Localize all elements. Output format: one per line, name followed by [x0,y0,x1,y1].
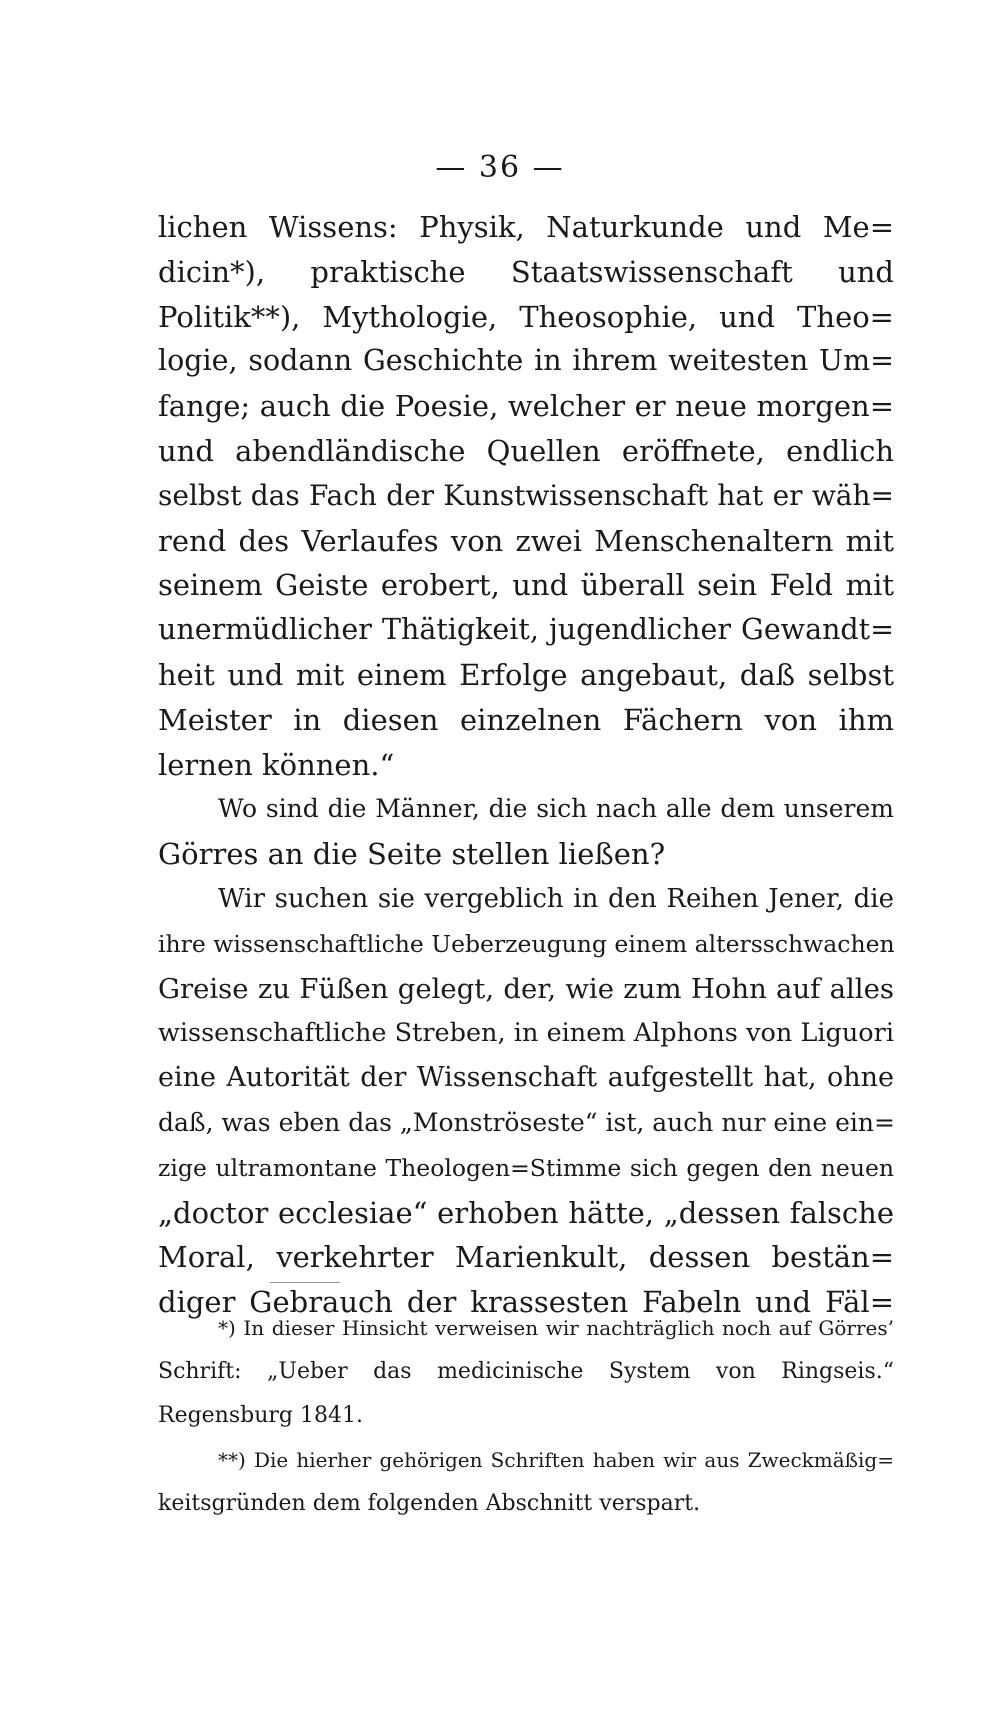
body-text [158,205,894,1325]
text-line: dicin*), praktische Staatswissenschaft und [158,254,894,289]
text-line: Meister in diesen einzelnen Fächern von ihm [158,702,894,737]
text-line: unermüdlicher Thätigkeit, jugendlicher Gewandt= [158,613,894,647]
text-line: Moral, verkehrter Marienkult, dessen bestän= [158,1240,894,1275]
text-line: lichen Wissens: Physik, Naturkunde und Me= [158,210,894,244]
text-line: lernen können.“ [158,747,395,782]
footnote-separator [270,1282,340,1283]
text-line: logie, sodann Geschichte in ihrem weitesten Um= [158,344,894,378]
text-line: selbst das Fach der Kunstwissenschaft hat er wäh= [158,478,894,512]
text-line: seinem Geiste erobert, und überall sein Feld mit [158,568,894,603]
text-line: ihre wissenschaftliche Ueberzeugung einem altersschwachen [158,929,895,958]
text-line: diger Gebrauch der krassesten Fabeln und Fäl= [158,1285,894,1320]
footnote-line: Regensburg 1841. [158,1403,363,1428]
text-line: und abendländische Quellen eröffnete, endlich [158,433,894,468]
text-line: Wo sind die Männer, die sich nach alle dem unserem [218,794,894,824]
text-line: Görres an die Seite stellen ließen? [158,837,666,872]
text-line: „doctor ecclesiae“ erhoben hätte, „dessen falsche [158,1195,894,1230]
text-line: Greise zu Füßen gelegt, der, wie zum Hohn auf alles [158,972,894,1005]
text-line: rend des Verlaufes von zwei Menschenaltern mit [158,523,894,558]
text-line: zige ultramontane Theologen=Stimme sich gegen den neuen [158,1153,894,1182]
text-line: fange; auch die Poesie, welcher er neue morgen= [158,389,894,424]
footnote-line: Schrift: „Ueber das medicinische System von Ringseis.“ [158,1359,894,1384]
footnotes [158,1306,894,1526]
text-line: daß, was eben das „Monströseste“ ist, auch nur eine ein= [158,1107,895,1137]
footnote-line: *) In dieser Hinsicht verweisen wir nachträglich noch auf Görres’ [218,1316,894,1340]
text-line: Wir suchen sie vergeblich in den Reihen Jener, die [218,883,894,914]
footnote-line: keitsgründen dem folgenden Abschnitt verspart. [158,1491,701,1516]
page-number: — 36 — [435,150,565,185]
text-line: eine Autorität der Wissenschaft aufgestellt hat, ohne [158,1062,894,1094]
text-line: wissenschaftliche Streben, in einem Alphons von Liguori [158,1018,894,1049]
text-line: heit und mit einem Erfolge angebaut, daß selbst [158,657,894,692]
footnote-line: **) Die hierher gehörigen Schriften haben wir aus Zweckmäßig= [218,1448,894,1472]
text-line: Politik**), Mythologie, Theosophie, und Theo= [158,299,894,334]
